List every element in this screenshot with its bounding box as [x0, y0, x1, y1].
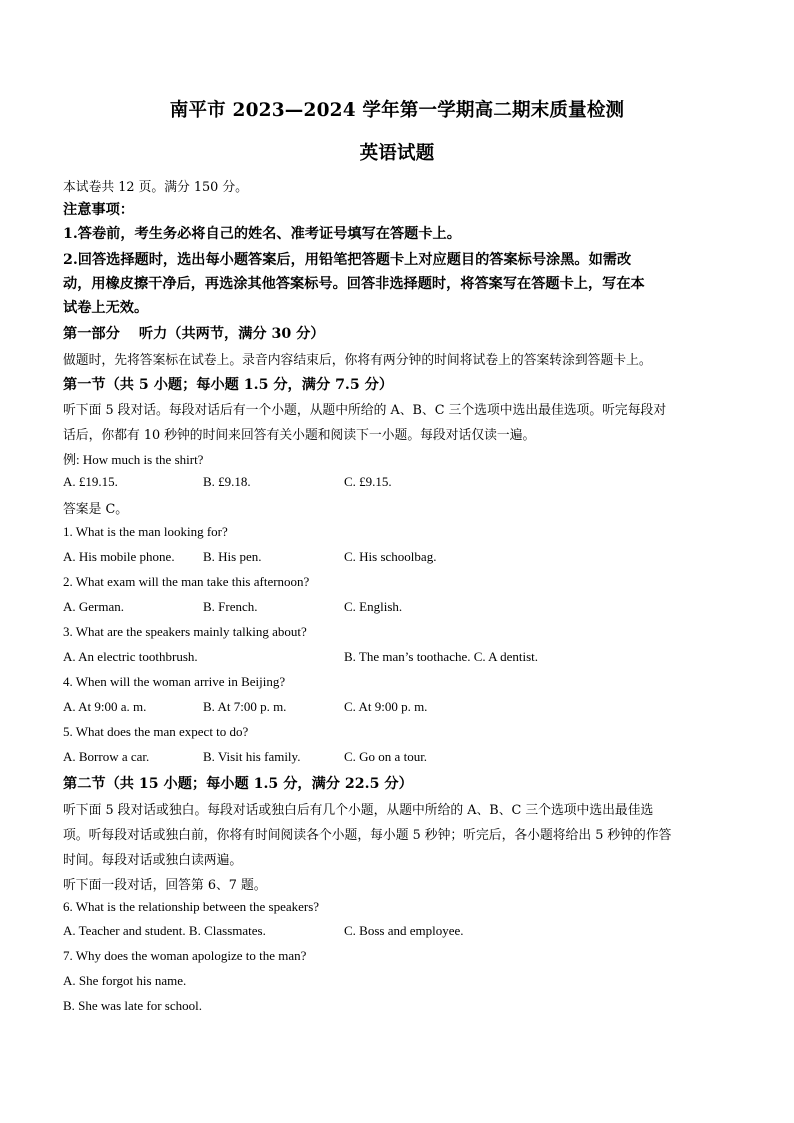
section2-title: 第二节（共 15 小题；每小题 1.5 分，满分 22.5 分） — [63, 776, 413, 792]
question-2-option-a: A. German. — [63, 599, 125, 614]
question-5: 5. What does the man expect to do? — [63, 724, 249, 739]
example-question: 例: How much is the shirt? — [63, 452, 204, 467]
question-4: 4. When will the woman arrive in Beijing? — [63, 674, 286, 689]
section1-instruction-line-2: 话后，你都有 10 秒钟的时间来回答有关小题和阅读下一小题。每段对话仅读一遍。 — [63, 428, 536, 443]
question-7-option-a: A. She forgot his name. — [63, 973, 187, 988]
example-option-c: C. £9.15. — [344, 474, 392, 489]
exam-title: 南平市 2023—2024 学年第一学期高二期末质量检测 — [169, 100, 625, 121]
example-option-b: B. £9.18. — [203, 474, 251, 489]
part1-title: 第一部分 听力（共两节，满分 30 分） — [63, 326, 325, 342]
question-5-option-c: C. Go on a tour. — [344, 749, 428, 764]
question-3-option-bc: B. The man’s toothache. C. A dentist. — [344, 649, 539, 664]
section2-instruction-line-2: 项。听每段对话或独白前，你将有时间阅读各个小题，每小题 5 秒钟；听完后，各小题将给出 5 秒钟的作答 — [63, 828, 672, 843]
notice-item-2-line-2: 动，用橡皮擦干净后，再选涂其他答案标号。回答非选择题时，将答案写在答题卡上，写在本 — [63, 276, 645, 292]
question-1: 1. What is the man looking for? — [63, 524, 228, 539]
question-2: 2. What exam will the man take this afternoon? — [63, 574, 310, 589]
notice-title: 注意事项： — [63, 202, 134, 218]
question-1-option-c: C. His schoolbag. — [344, 549, 437, 564]
notice-item-2-line-3: 试卷上无效。 — [63, 300, 149, 316]
question-7-option-b: B. She was late for school. — [63, 998, 203, 1013]
exam-meta: 本试卷共 12 页。满分 150 分。 — [63, 180, 248, 195]
question-2-option-c: C. English. — [344, 599, 403, 614]
question-3-option-a: A. An electric toothbrush. — [63, 649, 198, 664]
question-3: 3. What are the speakers mainly talking about? — [63, 624, 307, 639]
group-instruction: 听下面一段对话，回答第 6、7 题。 — [63, 878, 267, 893]
question-7: 7. Why does the woman apologize to the man? — [63, 948, 307, 963]
question-1-option-a: A. His mobile phone. — [63, 549, 175, 564]
notice-item-2-line-1: 2.回答选择题时，选出每小题答案后，用铅笔把答题卡上对应题目的答案标号涂黑。如需改 — [63, 252, 632, 268]
exam-subtitle: 英语试题 — [359, 143, 435, 164]
question-6: 6. What is the relationship between the speakers? — [63, 899, 320, 914]
question-6-option-c: C. Boss and employee. — [344, 923, 464, 938]
section2-instruction-line-1: 听下面 5 段对话或独白。每段对话或独白后有几个小题，从题中所给的 A、B、C 三个选项中选出最佳选 — [63, 803, 654, 818]
example-option-a: A. £19.15. — [63, 474, 118, 489]
section2-instruction-line-3: 时间。每段对话或独白读两遍。 — [63, 853, 243, 868]
question-1-option-b: B. His pen. — [203, 549, 262, 564]
notice-item-1: 1.答卷前，考生务必将自己的姓名、准考证号填写在答题卡上。 — [63, 226, 461, 242]
section1-instruction-line-1: 听下面 5 段对话。每段对话后有一个小题，从题中所给的 A、B、C 三个选项中选出最佳选项。听完每段对 — [63, 403, 667, 418]
question-4-option-c: C. At 9:00 p. m. — [344, 699, 428, 714]
question-4-option-b: B. At 7:00 p. m. — [203, 699, 287, 714]
example-answer: 答案是 C。 — [63, 502, 129, 517]
question-5-option-a: A. Borrow a car. — [63, 749, 150, 764]
part1-instruction: 做题时，先将答案标在试卷上。录音内容结束后，你将有两分钟的时间将试卷上的答案转涂到答题卡上。 — [63, 353, 652, 368]
section1-title: 第一节（共 5 小题；每小题 1.5 分，满分 7.5 分） — [63, 377, 394, 393]
question-6-option-ab: A. Teacher and student. B. Classmates. — [63, 923, 266, 938]
question-2-option-b: B. French. — [203, 599, 258, 614]
question-4-option-a: A. At 9:00 a. m. — [63, 699, 147, 714]
question-5-option-b: B. Visit his family. — [203, 749, 301, 764]
